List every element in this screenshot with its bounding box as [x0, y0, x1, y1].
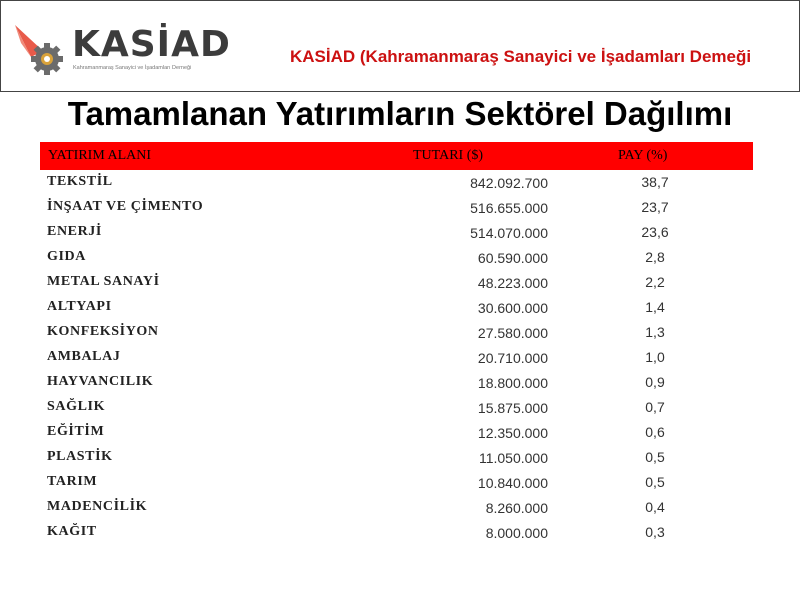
table-row	[40, 395, 753, 420]
cell-share: 1,3	[645, 324, 665, 340]
gear-flame-icon	[13, 21, 73, 77]
column-header-amount: TUTARI ($)	[413, 148, 484, 163]
cell-area: KONFEKSİYON	[47, 324, 159, 339]
cell-area: TEKSTİL	[47, 174, 113, 189]
cell-share: 0,6	[645, 424, 665, 440]
cell-share: 0,3	[645, 524, 665, 540]
table-row	[40, 370, 753, 395]
cell-amount: 11.050.000	[478, 450, 548, 466]
cell-amount: 48.223.000	[477, 275, 548, 291]
cell-area: EĞİTİM	[47, 424, 105, 439]
cell-area: KAĞIT	[47, 524, 97, 539]
cell-amount: 516.655.000	[470, 200, 548, 216]
cell-amount: 15.875.000	[477, 400, 548, 416]
cell-area: SAĞLIK	[47, 399, 106, 414]
cell-amount: 8.000.000	[485, 525, 548, 541]
cell-area: AMBALAJ	[47, 349, 121, 364]
cell-share: 1,4	[645, 299, 665, 315]
cell-share: 0,5	[645, 449, 665, 465]
cell-share: 0,5	[645, 474, 665, 490]
cell-area: TARIM	[47, 474, 98, 489]
table-row	[40, 245, 753, 270]
table-row	[40, 345, 753, 370]
cell-amount: 20.710.000	[477, 350, 548, 366]
table-row	[40, 520, 753, 545]
cell-share: 0,7	[645, 399, 665, 415]
cell-amount: 27.580.000	[477, 325, 548, 341]
cell-share: 38,7	[641, 174, 669, 190]
cell-share: 1,0	[645, 349, 665, 365]
cell-share: 0,9	[645, 374, 665, 390]
cell-amount: 18.800.000	[477, 375, 548, 391]
cell-share: 2,2	[645, 274, 665, 290]
table-row	[40, 270, 753, 295]
kasiad-logo	[13, 21, 231, 77]
table-row	[40, 195, 753, 220]
table-body	[40, 170, 753, 545]
cell-share: 23,6	[641, 224, 669, 240]
logo-tagline: Kahramanmaraş Sanayici ve İşadamları Derneği	[73, 65, 192, 71]
cell-amount: 30.600.000	[477, 300, 548, 316]
cell-area: METAL SANAYİ	[47, 274, 160, 289]
cell-area: ALTYAPI	[47, 299, 112, 314]
page-title: Tamamlanan Yatırımların Sektörel Dağılımı	[67, 95, 733, 132]
cell-amount: 8.260.000	[485, 500, 548, 516]
cell-area: İNŞAAT VE ÇİMENTO	[47, 199, 204, 214]
table-row	[40, 495, 753, 520]
cell-amount: 60.590.000	[477, 250, 548, 266]
cell-amount: 12.350.000	[477, 425, 548, 441]
table-row	[40, 445, 753, 470]
slide-header	[0, 0, 800, 92]
cell-share: 2,8	[645, 249, 665, 265]
organization-name: KASİAD (Kahramanmaraş Sanayici ve İşadamları Demeği	[290, 47, 752, 66]
cell-amount: 842.092.700	[470, 175, 548, 191]
logo-wordmark: KASİAD	[72, 24, 231, 65]
cell-area: HAYVANCILIK	[47, 374, 154, 389]
cell-share: 23,7	[641, 199, 669, 215]
column-header-area: YATIRIM ALANI	[48, 148, 152, 163]
table-header	[40, 142, 753, 170]
table-row	[40, 420, 753, 445]
column-header-share: PAY (%)	[618, 148, 668, 163]
table-row	[40, 470, 753, 495]
table-row	[40, 170, 753, 195]
cell-amount: 514.070.000	[470, 225, 548, 241]
cell-area: PLASTİK	[47, 449, 113, 464]
cell-share: 0,4	[645, 499, 665, 515]
cell-area: ENERJİ	[47, 224, 102, 239]
cell-amount: 10.840.000	[477, 475, 548, 491]
table-row	[40, 220, 753, 245]
cell-area: MADENCİLİK	[47, 499, 148, 514]
cell-area: GIDA	[47, 249, 86, 264]
table-row	[40, 320, 753, 345]
table-row	[40, 295, 753, 320]
